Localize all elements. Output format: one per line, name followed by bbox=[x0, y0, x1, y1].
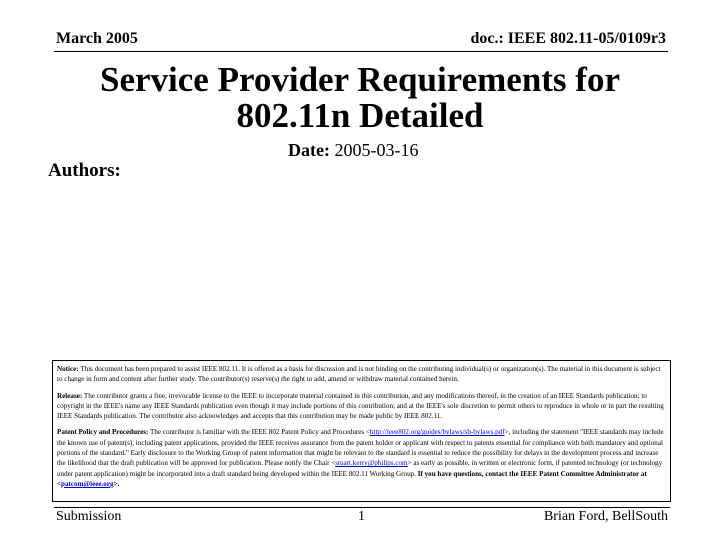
slide-title: Service Provider Requirements for 802.11n Detailed bbox=[99, 60, 620, 135]
patent-bold-end: >. bbox=[113, 479, 120, 488]
patent-text-1: The contributor is familiar with the IEEE 802 Patent Policy and Procedures < bbox=[148, 428, 370, 437]
authors-label: Authors: bbox=[48, 160, 121, 181]
release-paragraph bbox=[57, 391, 666, 422]
release-lead: Release: bbox=[57, 391, 83, 400]
patent-policy-link[interactable]: http://ieee802.org/guides/bylaws/sb-bylaws.pdf bbox=[369, 428, 505, 437]
chair-email-link[interactable]: stuart.kerry@philips.com bbox=[335, 459, 408, 468]
patent-lead: Patent Policy and Procedures: bbox=[57, 428, 149, 437]
footer-rule bbox=[54, 507, 670, 508]
date-label: Date: bbox=[288, 140, 330, 160]
header-rule bbox=[54, 51, 668, 52]
patent-text-2: >, including the statement "IEEE standards may include the known use of patent(s), including patent applications, provided the IEEE receives assurance from the patent holder or applicant with respect to patents essential for compliance with both mandatory and optional portions of the standard." Early disclosure to the Working Group of patent information that might be relevant to the standard is essential to reduce the possibility for delays in the development process and increase the likelihood that the draft publication will be approved for publication. Please notify the Chair < bbox=[57, 428, 664, 468]
patent-paragraph bbox=[57, 427, 666, 489]
patent-bold-text: If you have questions, contact the IEEE Patent Committee Administrator at < bbox=[57, 469, 647, 488]
notice-lead: Notice: bbox=[57, 365, 79, 373]
footer-author: Brian Ford, BellSouth bbox=[543, 509, 668, 524]
header-date: March 2005 bbox=[56, 30, 138, 47]
date-value: 2005-03-16 bbox=[334, 140, 419, 160]
header-doc-id: doc.: IEEE 802.11-05/0109r3 bbox=[470, 30, 666, 47]
patent-text-3: > as early as possible, in written or electronic form, if patented technology (or technology under patent application) might be incorporated into a draft standard being developed within the IEEE 802.11 Working Group. bbox=[57, 459, 663, 478]
footer-submission: Submission bbox=[56, 509, 122, 524]
notice-paragraph bbox=[57, 364, 666, 385]
date-line bbox=[288, 140, 418, 161]
release-text: The contributor grants a free, irrevocable license to the IEEE to incorporate material contained in this contribution, and any modifications thereof, in the creation of an IEEE Standards publication; to copyright in the IEEE's name any IEEE Standards publication even though it may include portions of this contribution; and at the IEEE's sole discretion to permit others to reproduce in whole or in part the resulting IEEE Standards publication. The contributor also acknowledges and accepts that this contribution may be made public by IEEE 802.11. bbox=[57, 391, 664, 421]
footer-page-number: 1 bbox=[358, 509, 365, 524]
patcom-email-link[interactable]: patcom@ieee.org bbox=[61, 479, 114, 488]
notice-box bbox=[52, 360, 671, 502]
notice-text: This document has been prepared to assist IEEE 802.11. It is offered as a basis for discussion and is not binding on the contributing individual(s) or organization(s). The material in this document is subject to change in form and content after further study. The contributor(s) reserve(s) the right to add, amend or withdraw material contained herein. bbox=[57, 365, 661, 384]
